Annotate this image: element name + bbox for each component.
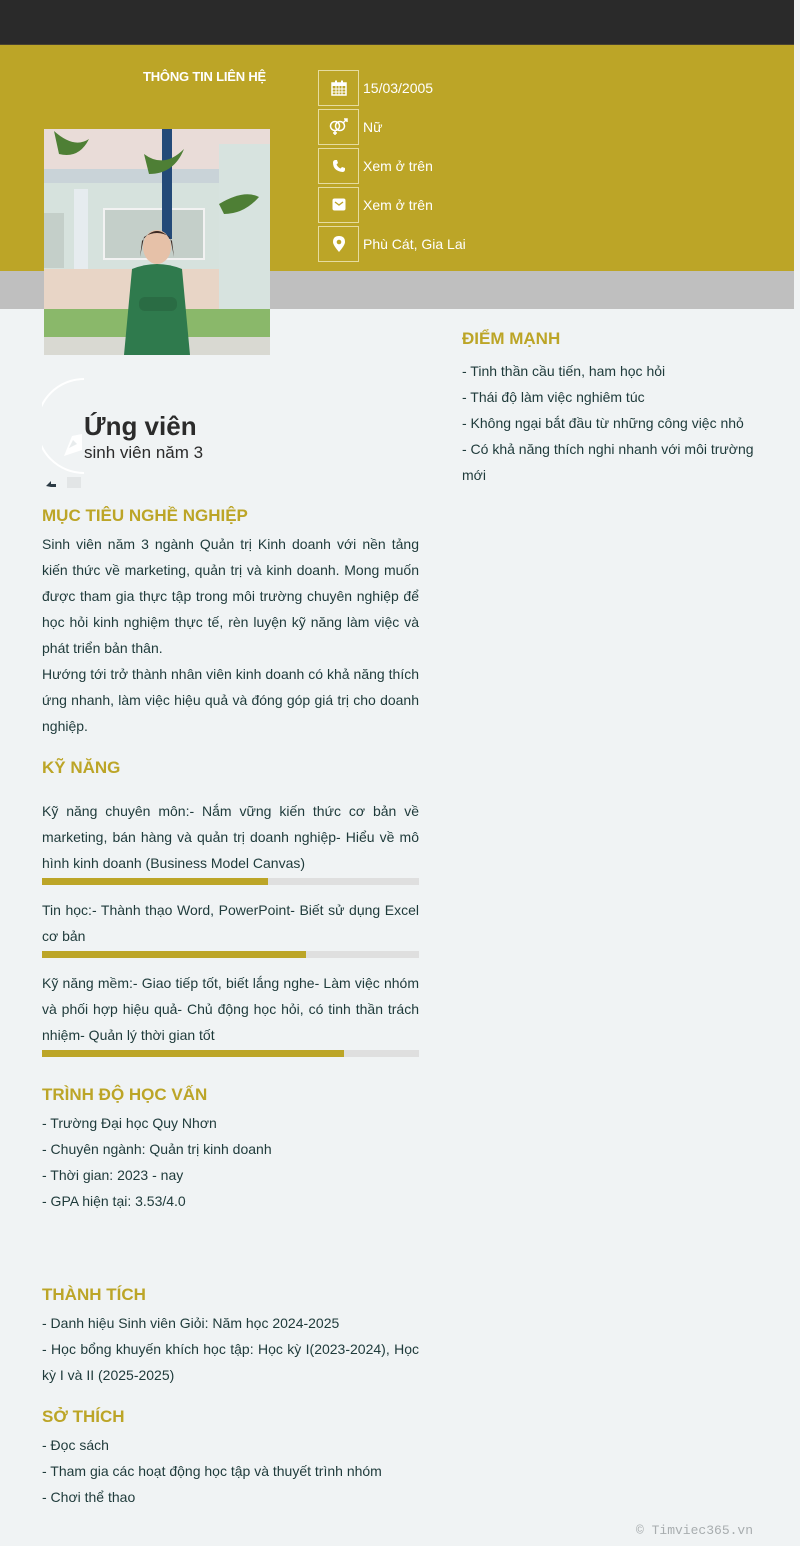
gender-icon: [318, 109, 359, 145]
hobby-line: - Đọc sách: [42, 1437, 109, 1453]
achievement-line: - Danh hiệu Sinh viên Giỏi: Năm học 2024-2025: [42, 1315, 340, 1331]
contact-row-address: [318, 224, 466, 263]
skill-item: [42, 970, 419, 1057]
strength-line: - Không ngại bắt đầu từ những công việc nhỏ: [462, 415, 744, 431]
contact-phone[interactable]: Xem ở trên: [363, 157, 433, 174]
achievement-line: - Học bổng khuyến khích học tập: Học kỳ I(2023-2024), Học kỳ I và II (2025-2025): [42, 1341, 419, 1383]
avatar-photo: [44, 129, 270, 355]
strength-line: - Tinh thần cầu tiến, ham học hỏi: [462, 363, 666, 379]
skill-progress-fill: [42, 1050, 344, 1057]
skill-text: Kỹ năng chuyên môn:- Nắm vững kiến thức cơ bản về marketing, bán hàng và quản trị doanh nghiệp- Hiểu về mô hình kinh doanh (Business Model Canvas): [42, 803, 419, 871]
hobbies-section: [42, 1406, 419, 1510]
skill-progress-bar: [42, 951, 419, 958]
skill-text: Kỹ năng mềm:- Giao tiếp tốt, biết lắng nghe- Làm việc nhóm và phối hợp hiệu quả- Chủ động học hỏi, có tinh thần trách nhiệm- Quản lý thời gian tốt: [42, 975, 419, 1043]
strength-line: - Thái độ làm việc nghiêm túc: [462, 389, 645, 405]
pencil-decoration-icon: [42, 378, 86, 488]
skill-text: Tin học:- Thành thạo Word, PowerPoint- Biết sử dụng Excel cơ bản: [42, 902, 419, 944]
career-objective-paragraph: Hướng tới trở thành nhân viên kinh doanh có khả năng thích ứng nhanh, làm việc hiệu quả và đóng góp giá trị cho doanh nghiệp.: [42, 666, 419, 734]
skill-progress-fill: [42, 951, 306, 958]
career-objective-section: [42, 505, 419, 739]
contact-address: Phù Cát, Gia Lai: [363, 235, 466, 252]
candidate-name: Ứng viên: [84, 411, 197, 441]
education-section: [42, 1084, 419, 1214]
contact-row-email: [318, 185, 466, 224]
envelope-icon: [318, 187, 359, 223]
hobby-line: - Tham gia các hoạt động học tập và thuyết trình nhóm: [42, 1463, 382, 1479]
contact-email[interactable]: Xem ở trên: [363, 196, 433, 213]
candidate-position: sinh viên năm 3: [84, 443, 204, 462]
hobbies-title: SỞ THÍCH: [42, 1407, 125, 1426]
contact-row-gender: [318, 107, 466, 146]
achievements-title: THÀNH TÍCH: [42, 1285, 146, 1304]
copyright-footer: © Timviec365.vn: [636, 1523, 754, 1538]
profile-header: [84, 410, 203, 464]
career-objective-paragraph: Sinh viên năm 3 ngành Quản trị Kinh doanh với nền tảng kiến thức về marketing, quản trị và kinh doanh. Mong muốn được tham gia thực tập trong môi trường chuyên nghiệp để học hỏi kinh nghiệm thực tế, rèn luyện kỹ năng làm việc và phát triển bản thân.: [42, 536, 419, 656]
education-line: - GPA hiện tại: 3.53/4.0: [42, 1193, 186, 1209]
contact-list: [318, 68, 466, 263]
education-line: - Chuyên ngành: Quản trị kinh doanh: [42, 1141, 272, 1157]
skill-item: [42, 897, 419, 958]
hobby-line: - Chơi thể thao: [42, 1489, 136, 1505]
top-bar: [0, 0, 794, 45]
contact-section-title: THÔNG TIN LIÊN HỆ: [143, 69, 266, 84]
contact-birthday: 15/03/2005: [363, 79, 434, 96]
education-line: - Trường Đại học Quy Nhơn: [42, 1115, 217, 1131]
career-objective-title: MỤC TIÊU NGHỀ NGHIỆP: [42, 506, 248, 525]
strengths-title: ĐIỂM MẠNH: [462, 329, 561, 348]
contact-row-phone: [318, 146, 466, 185]
page-gutter: [794, 0, 800, 1546]
skills-section: [42, 757, 419, 1057]
strengths-section: [462, 328, 762, 488]
achievements-section: [42, 1284, 419, 1388]
skills-title: KỸ NĂNG: [42, 758, 121, 777]
education-line: - Thời gian: 2023 - nay: [42, 1167, 184, 1183]
education-title: TRÌNH ĐỘ HỌC VẤN: [42, 1085, 208, 1104]
skill-progress-bar: [42, 878, 419, 885]
skill-item: [42, 798, 419, 885]
contact-gender: Nữ: [363, 118, 383, 135]
strength-line: - Có khả năng thích nghi nhanh với môi trường mới: [462, 441, 754, 483]
map-marker-icon: [318, 226, 359, 262]
phone-icon: [318, 148, 359, 184]
calendar-icon: [318, 70, 359, 106]
skill-progress-bar: [42, 1050, 419, 1057]
contact-row-birthday: [318, 68, 466, 107]
skill-progress-fill: [42, 878, 268, 885]
